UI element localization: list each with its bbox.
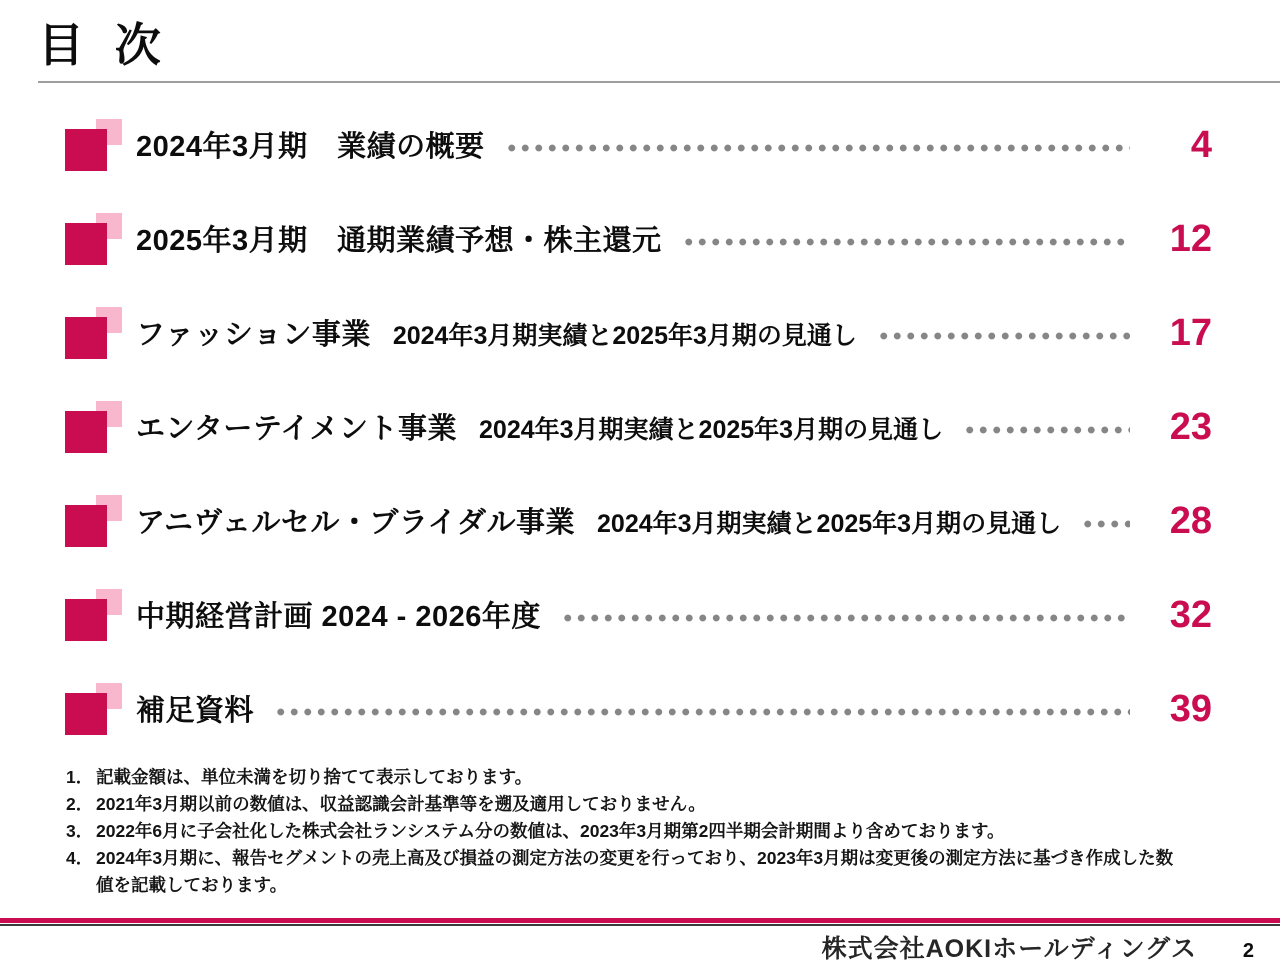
footer-accent-rule — [0, 918, 1280, 923]
footnote — [66, 845, 1240, 899]
toc-item-sub: 2024年3月期実績と2025年3月期の見通し — [479, 416, 944, 445]
toc-item-title — [136, 406, 943, 447]
dotted-leader — [682, 238, 1130, 246]
toc-item-entertainment — [65, 380, 1212, 474]
footnotes — [0, 756, 1280, 899]
footnote-text: 2024年3月期に、報告セグメントの売上高及び損益の測定方法の変更を行っており、2023年3月期は変更後の測定方法に基づき作成した数値を記載しております。 — [96, 847, 1174, 895]
toc-item-main: エンターテイメント事業 — [136, 413, 458, 446]
toc-page-number: 17 — [1169, 311, 1212, 354]
toc-page-number: 23 — [1169, 405, 1212, 448]
toc-item-sub: 2024年3月期実績と2025年3月期の見通し — [597, 510, 1062, 539]
toc-page-number: 39 — [1169, 687, 1212, 730]
footnote-number: 3． — [66, 820, 94, 841]
footnote-text: 記載金額は、単位未満を切り捨てて表示しております。 — [96, 766, 533, 787]
square-bullet-icon — [65, 307, 123, 359]
toc-item-title — [136, 594, 541, 635]
toc-item-anniversaire-bridal — [65, 474, 1212, 568]
toc-item-main: ファッション事業 — [136, 319, 371, 352]
square-bullet-icon — [65, 589, 123, 641]
toc-item-main: 2024年3月期 業績の概要 — [136, 131, 485, 164]
dotted-leader — [561, 614, 1130, 622]
square-bullet-icon — [65, 119, 123, 171]
toc-page-number: 4 — [1190, 123, 1212, 166]
toc-item-main: 2025年3月期 通期業績予想・株主還元 — [136, 225, 662, 258]
toc-item-gyoseki-gaiyo — [65, 98, 1212, 192]
dotted-leader — [963, 426, 1130, 434]
square-bullet-icon — [65, 495, 123, 547]
toc-list — [0, 83, 1280, 756]
square-bullet-icon — [65, 401, 123, 453]
footnote — [66, 764, 1240, 791]
toc-item-main: 中期経営計画 2024 - 2026年度 — [136, 601, 541, 634]
toc-item-main: アニヴェルセル・ブライダル事業 — [136, 507, 576, 540]
toc-item-hosoku-shiryo — [65, 662, 1212, 756]
dotted-leader — [274, 708, 1130, 716]
slide-page-number: 2 — [1242, 940, 1254, 960]
footnote-number: 2． — [66, 793, 94, 814]
toc-item-sub: 2024年3月期実績と2025年3月期の見通し — [392, 322, 857, 351]
toc-item-title — [136, 500, 1061, 541]
square-bullet-icon — [65, 683, 123, 735]
dotted-leader — [505, 144, 1130, 152]
footnote-text: 2021年3月期以前の数値は、収益認識会計基準等を遡及適用しておりません。 — [96, 793, 706, 814]
footnote — [66, 791, 1240, 818]
toc-item-title — [136, 688, 254, 729]
footer-content — [0, 926, 1280, 960]
toc-page-number: 28 — [1169, 499, 1212, 542]
toc-item-title — [136, 218, 662, 259]
footnote-number: 4． — [66, 847, 94, 868]
toc-item-main: 補足資料 — [136, 695, 255, 728]
footer — [0, 918, 1280, 960]
toc-item-chuki-keiei-keikaku — [65, 568, 1212, 662]
toc-item-yoso-kangen — [65, 192, 1212, 286]
company-name: 株式会社AOKIホールディングス — [821, 935, 1197, 960]
toc-item-title — [136, 312, 857, 353]
dotted-leader — [877, 332, 1130, 340]
footnote — [66, 818, 1240, 845]
header — [0, 0, 1280, 83]
dotted-leader — [1081, 520, 1130, 528]
toc-item-title — [136, 124, 485, 165]
toc-page-number: 32 — [1169, 593, 1212, 636]
footnote-number: 1． — [66, 766, 94, 787]
page-title: 目 次 — [38, 19, 163, 71]
toc-item-fashion — [65, 286, 1212, 380]
footnote-text: 2022年6月に子会社化した株式会社ランシステム分の数値は、2023年3月期第2四半期会計期間より含めております。 — [96, 820, 1005, 841]
square-bullet-icon — [65, 213, 123, 265]
toc-page-number: 12 — [1169, 217, 1212, 260]
